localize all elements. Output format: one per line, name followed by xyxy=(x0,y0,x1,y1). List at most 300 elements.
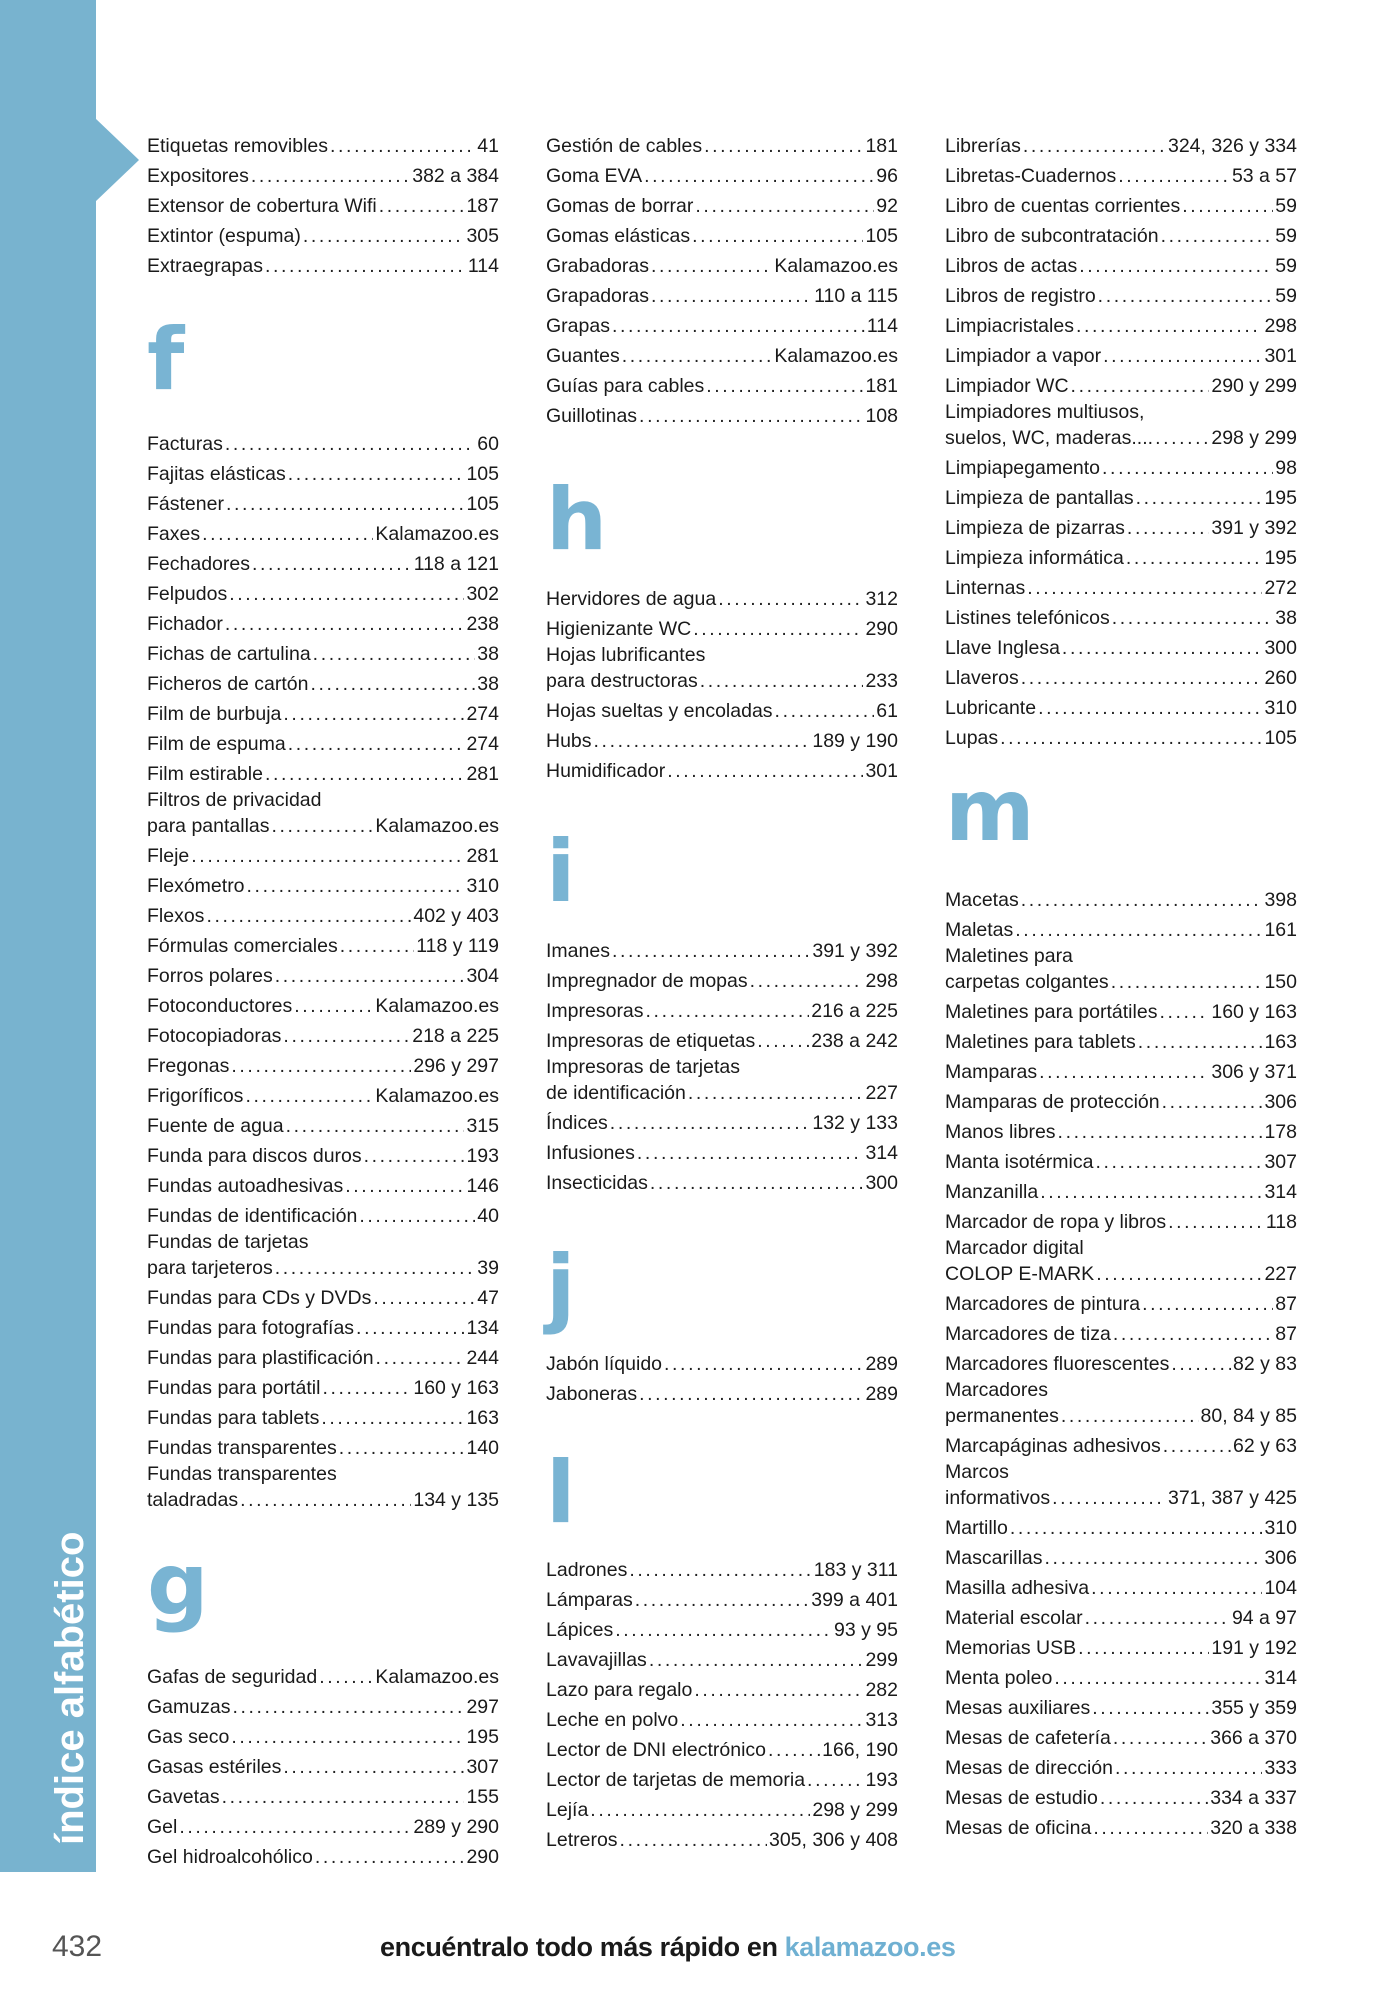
entry-page-ref: 399 a 401 xyxy=(811,1589,898,1611)
entry-line xyxy=(147,1662,499,1692)
index-entry[interactable] xyxy=(945,311,1297,341)
index-entry[interactable] xyxy=(945,1147,1297,1177)
index-entry[interactable] xyxy=(945,341,1297,371)
index-entry[interactable] xyxy=(147,991,499,1021)
entry-name: Fichas de cartulina xyxy=(147,643,311,665)
entry-name: Filtros de privacidad xyxy=(147,789,322,811)
dot-leader xyxy=(768,1735,820,1765)
entry-page-ref: 47 xyxy=(477,1287,499,1309)
entry-page-ref: 312 xyxy=(865,588,898,610)
entry-page-ref: 38 xyxy=(477,643,499,665)
index-entry[interactable] xyxy=(147,1313,499,1343)
entry-name: Hubs xyxy=(546,730,592,752)
dot-leader xyxy=(693,614,863,644)
entry-name: Impregnador de mopas xyxy=(546,970,748,992)
dot-leader xyxy=(1079,251,1273,281)
index-entry[interactable] xyxy=(945,1319,1297,1349)
entry-line xyxy=(147,1051,499,1081)
index-entry[interactable] xyxy=(945,1027,1297,1057)
entry-page-ref: 183 y 311 xyxy=(813,1559,898,1581)
index-column xyxy=(546,0,898,1900)
entry-line xyxy=(945,341,1297,371)
index-entry[interactable] xyxy=(147,221,499,251)
index-entry[interactable] xyxy=(546,936,898,966)
entry-page-ref: 290 xyxy=(865,618,898,640)
index-entry[interactable] xyxy=(147,1842,499,1872)
index-entry[interactable] xyxy=(945,513,1297,543)
index-entry[interactable] xyxy=(546,1026,898,1056)
entry-line xyxy=(945,1147,1297,1177)
index-entry[interactable] xyxy=(945,1087,1297,1117)
dot-leader xyxy=(1010,1513,1263,1543)
index-entry[interactable] xyxy=(147,251,499,281)
index-entry[interactable] xyxy=(546,1705,898,1735)
index-entry[interactable] xyxy=(945,1237,1297,1289)
entry-line xyxy=(546,996,898,1026)
entry-name: Libros de registro xyxy=(945,285,1096,307)
index-entry[interactable] xyxy=(945,1573,1297,1603)
entry-line xyxy=(546,1795,898,1825)
index-entry[interactable] xyxy=(945,1379,1297,1431)
entry-name: Lector de DNI electrónico xyxy=(546,1739,767,1761)
index-entry[interactable] xyxy=(147,1231,499,1283)
entry-line xyxy=(147,1171,499,1201)
letter-heading: h xyxy=(546,470,608,570)
dot-leader xyxy=(303,221,465,251)
index-entry[interactable] xyxy=(945,1753,1297,1783)
index-entry[interactable] xyxy=(945,1513,1297,1543)
entry-name: Libretas-Cuadernos xyxy=(945,165,1117,187)
dot-leader xyxy=(718,584,863,614)
index-entry[interactable] xyxy=(945,1207,1297,1237)
index-entry[interactable] xyxy=(147,1343,499,1373)
entry-list xyxy=(147,1662,499,1872)
index-entry[interactable] xyxy=(147,1283,499,1313)
entry-line xyxy=(945,1483,1297,1513)
dot-leader xyxy=(379,191,465,221)
index-entry[interactable] xyxy=(147,1662,499,1692)
dot-leader xyxy=(750,966,864,996)
index-entry[interactable] xyxy=(147,1403,499,1433)
index-entry[interactable] xyxy=(546,1349,898,1379)
entry-name: Manta isotérmica xyxy=(945,1151,1094,1173)
entry-name: Etiquetas removibles xyxy=(147,135,329,157)
index-entry[interactable] xyxy=(147,579,499,609)
index-entry[interactable] xyxy=(147,699,499,729)
index-entry[interactable] xyxy=(546,1168,898,1198)
entry-name: Fajitas elásticas xyxy=(147,463,286,485)
index-entry[interactable] xyxy=(546,614,898,644)
entry-name: de identificación xyxy=(546,1082,686,1104)
index-entry[interactable] xyxy=(546,996,898,1026)
dot-leader xyxy=(232,1692,464,1722)
index-entry[interactable] xyxy=(945,1431,1297,1461)
entry-page-ref: 193 xyxy=(865,1769,898,1791)
index-entry[interactable] xyxy=(945,221,1297,251)
entry-name: Extensor de cobertura Wifi xyxy=(147,195,377,217)
entry-page-ref: 314 xyxy=(865,1142,898,1164)
entry-line xyxy=(546,311,898,341)
dot-leader xyxy=(286,1111,465,1141)
index-entry[interactable] xyxy=(546,311,898,341)
index-entry[interactable] xyxy=(945,693,1297,723)
entry-page-ref: 53 a 57 xyxy=(1231,165,1297,187)
index-entry[interactable] xyxy=(147,1373,499,1403)
index-entry[interactable] xyxy=(147,1722,499,1752)
entry-name: carpetas colgantes xyxy=(945,971,1109,993)
index-entry[interactable] xyxy=(147,1433,499,1463)
index-entry[interactable] xyxy=(546,131,898,161)
entry-name: Mesas de oficina xyxy=(945,1817,1092,1839)
entry-line xyxy=(147,1692,499,1722)
dot-leader xyxy=(1115,1753,1262,1783)
dot-leader xyxy=(1095,1147,1262,1177)
index-entry[interactable] xyxy=(147,639,499,669)
dot-leader xyxy=(775,696,875,726)
entry-name: Gel xyxy=(147,1816,178,1838)
dot-leader xyxy=(1093,1813,1208,1843)
index-entry[interactable] xyxy=(945,573,1297,603)
entry-page-ref: 92 xyxy=(876,195,898,217)
entry-line xyxy=(546,1379,898,1409)
entry-name: Fundas para plastificación xyxy=(147,1347,374,1369)
entry-page-ref: 96 xyxy=(876,165,898,187)
entry-line xyxy=(147,1081,499,1111)
letter-heading: j xyxy=(546,1237,576,1337)
index-entry[interactable] xyxy=(546,1645,898,1675)
index-entry[interactable] xyxy=(147,1752,499,1782)
index-entry[interactable] xyxy=(147,901,499,931)
entry-name: Ladrones xyxy=(546,1559,628,1581)
index-entry[interactable] xyxy=(147,1692,499,1722)
dot-leader xyxy=(283,1021,410,1051)
entry-page-ref: 140 xyxy=(466,1437,499,1459)
index-entry[interactable] xyxy=(546,161,898,191)
entry-line xyxy=(546,341,898,371)
entry-page-ref: 306 xyxy=(1264,1091,1297,1113)
index-entry[interactable] xyxy=(945,401,1297,453)
dot-leader xyxy=(620,1825,767,1855)
entry-line xyxy=(945,1543,1297,1573)
dot-leader xyxy=(1163,1431,1231,1461)
entry-page-ref: 366 a 370 xyxy=(1210,1727,1297,1749)
entry-name: Higienizante WC xyxy=(546,618,692,640)
entry-line xyxy=(147,961,499,991)
index-entry[interactable] xyxy=(546,584,898,614)
index-entry[interactable] xyxy=(147,789,499,841)
index-entry[interactable] xyxy=(147,161,499,191)
index-entry[interactable] xyxy=(546,341,898,371)
index-entry[interactable] xyxy=(546,756,898,786)
index-entry[interactable] xyxy=(546,1379,898,1409)
entry-name: Lejía xyxy=(546,1799,589,1821)
index-entry[interactable] xyxy=(945,633,1297,663)
entry-page-ref: 315 xyxy=(466,1115,499,1137)
entry-line xyxy=(147,459,499,489)
index-entry[interactable] xyxy=(147,429,499,459)
index-entry[interactable] xyxy=(147,729,499,759)
entry-page-ref: 274 xyxy=(466,703,499,725)
index-entry[interactable] xyxy=(945,281,1297,311)
entry-name: Grapadoras xyxy=(546,285,649,307)
entry-line xyxy=(147,901,499,931)
entry-page-ref: 313 xyxy=(865,1709,898,1731)
index-entry[interactable] xyxy=(147,1171,499,1201)
entry-line xyxy=(147,1403,499,1433)
website-link[interactable]: kalamazoo.es xyxy=(784,1932,956,1962)
entry-line xyxy=(147,519,499,549)
index-entry[interactable] xyxy=(945,1543,1297,1573)
index-entry[interactable] xyxy=(945,1117,1297,1147)
index-entry[interactable] xyxy=(945,915,1297,945)
index-entry[interactable] xyxy=(945,1813,1297,1843)
index-entry[interactable] xyxy=(147,131,499,161)
index-entry[interactable] xyxy=(945,1289,1297,1319)
dot-leader xyxy=(345,1171,464,1201)
index-entry[interactable] xyxy=(945,1603,1297,1633)
entry-name: Lazo para regalo xyxy=(546,1679,693,1701)
dot-leader xyxy=(1103,341,1262,371)
dot-leader xyxy=(1027,573,1262,603)
entry-line xyxy=(945,1603,1297,1633)
entry-line xyxy=(945,453,1297,483)
entry-name: Material escolar xyxy=(945,1607,1083,1629)
entry-line xyxy=(945,663,1297,693)
index-entry[interactable] xyxy=(147,1463,499,1515)
entry-line xyxy=(945,1087,1297,1117)
index-entry[interactable] xyxy=(147,1051,499,1081)
entry-line xyxy=(147,1722,499,1752)
index-entry[interactable] xyxy=(546,1555,898,1585)
index-entry[interactable] xyxy=(546,191,898,221)
entry-name: Flexómetro xyxy=(147,875,245,897)
dot-leader xyxy=(651,251,772,281)
index-entry[interactable] xyxy=(546,1795,898,1825)
entry-page-ref: 94 a 97 xyxy=(1231,1607,1297,1629)
entry-line xyxy=(546,161,898,191)
entry-name: Guantes xyxy=(546,345,620,367)
index-entry[interactable] xyxy=(945,603,1297,633)
entry-page-ref: 238 a 242 xyxy=(811,1030,898,1052)
index-entry[interactable] xyxy=(945,483,1297,513)
dot-leader xyxy=(1071,371,1210,401)
entry-line xyxy=(945,191,1297,221)
entry-line xyxy=(945,1573,1297,1603)
entry-page-ref: 178 xyxy=(1264,1121,1297,1143)
index-entry[interactable] xyxy=(945,663,1297,693)
entry-page-ref: 195 xyxy=(1264,487,1297,509)
index-entry[interactable] xyxy=(945,885,1297,915)
entry-line xyxy=(546,1645,898,1675)
index-entry[interactable] xyxy=(945,371,1297,401)
index-entry[interactable] xyxy=(147,1812,499,1842)
entry-page-ref: 310 xyxy=(1264,697,1297,719)
index-entry[interactable] xyxy=(546,371,898,401)
dot-leader xyxy=(680,1705,863,1735)
tagline-text: encuéntralo todo más rápido en xyxy=(380,1932,785,1962)
index-entry[interactable] xyxy=(147,1201,499,1231)
index-entry[interactable] xyxy=(546,1765,898,1795)
entry-line xyxy=(147,699,499,729)
entry-line xyxy=(945,1431,1297,1461)
dot-leader xyxy=(1023,131,1166,161)
index-entry[interactable] xyxy=(147,1782,499,1812)
dot-leader xyxy=(245,1081,373,1111)
index-entry[interactable] xyxy=(147,519,499,549)
index-entry[interactable] xyxy=(546,1108,898,1138)
dot-leader xyxy=(1161,221,1274,251)
index-entry[interactable] xyxy=(546,1056,898,1108)
entry-line xyxy=(147,1373,499,1403)
entry-name: Limpiadores multiusos, xyxy=(945,401,1145,423)
index-entry[interactable] xyxy=(546,251,898,281)
entry-page-ref: 310 xyxy=(466,875,499,897)
index-entry[interactable] xyxy=(945,453,1297,483)
index-entry[interactable] xyxy=(945,251,1297,281)
entry-page-ref: 62 y 63 xyxy=(1233,1435,1297,1457)
entry-name: Flexos xyxy=(147,905,205,927)
entry-line xyxy=(546,1825,898,1855)
entry-page-ref: 320 a 338 xyxy=(1210,1817,1297,1839)
entry-line xyxy=(546,1026,898,1056)
index-entry[interactable] xyxy=(147,1111,499,1141)
index-entry[interactable] xyxy=(945,1177,1297,1207)
entry-name: Goma EVA xyxy=(546,165,643,187)
index-entry[interactable] xyxy=(546,726,898,756)
entry-name: Fundas para fotografías xyxy=(147,1317,355,1339)
entry-page-ref: 60 xyxy=(477,433,499,455)
dot-leader xyxy=(1155,423,1209,453)
entry-page-ref: 39 xyxy=(477,1257,499,1279)
entry-page-ref: 289 y 290 xyxy=(413,1816,499,1838)
dot-leader xyxy=(704,131,863,161)
index-entry[interactable] xyxy=(546,281,898,311)
index-entry[interactable] xyxy=(147,459,499,489)
entry-line xyxy=(945,1349,1297,1379)
index-entry[interactable] xyxy=(546,1735,898,1765)
index-entry[interactable] xyxy=(546,1138,898,1168)
entry-name: Gafas de seguridad xyxy=(147,1666,318,1688)
index-entry[interactable] xyxy=(945,191,1297,221)
index-entry[interactable] xyxy=(546,696,898,726)
index-entry[interactable] xyxy=(945,1663,1297,1693)
dot-leader xyxy=(1127,513,1209,543)
index-entry[interactable] xyxy=(945,1633,1297,1663)
entry-page-ref: 305, 306 y 408 xyxy=(768,1829,898,1851)
entry-line xyxy=(945,723,1297,753)
index-entry[interactable] xyxy=(546,1675,898,1705)
index-entry[interactable] xyxy=(147,549,499,579)
entry-page-ref: 307 xyxy=(1264,1151,1297,1173)
index-entry[interactable] xyxy=(147,931,499,961)
dot-leader xyxy=(191,841,464,871)
dot-leader xyxy=(1021,885,1263,915)
index-entry[interactable] xyxy=(945,161,1297,191)
entry-line xyxy=(546,191,898,221)
entry-line xyxy=(546,1675,898,1705)
entry-line xyxy=(546,1168,898,1198)
entry-page-ref: 163 xyxy=(466,1407,499,1429)
index-entry[interactable] xyxy=(546,966,898,996)
entry-line xyxy=(147,1812,499,1842)
index-entry[interactable] xyxy=(147,841,499,871)
entry-page-ref: 281 xyxy=(466,845,499,867)
index-entry[interactable] xyxy=(945,543,1297,573)
index-entry[interactable] xyxy=(546,221,898,251)
index-entry[interactable] xyxy=(147,489,499,519)
index-entry[interactable] xyxy=(945,997,1297,1027)
entry-line xyxy=(546,1138,898,1168)
entry-line xyxy=(945,1319,1297,1349)
index-entry[interactable] xyxy=(546,1585,898,1615)
index-entry[interactable] xyxy=(945,1723,1297,1753)
entry-name: Gavetas xyxy=(147,1786,220,1808)
index-entry[interactable] xyxy=(147,1021,499,1051)
index-entry[interactable] xyxy=(546,1615,898,1645)
entry-name: Jaboneras xyxy=(546,1383,638,1405)
index-entry[interactable] xyxy=(147,1081,499,1111)
entry-name: Gestión de cables xyxy=(546,135,703,157)
index-entry[interactable] xyxy=(945,1057,1297,1087)
entry-page-ref: 59 xyxy=(1275,285,1297,307)
index-entry[interactable] xyxy=(945,1783,1297,1813)
dot-leader xyxy=(1102,453,1273,483)
entry-name: Fundas autoadhesivas xyxy=(147,1175,344,1197)
entry-name: para destructoras xyxy=(546,670,698,692)
index-entry[interactable] xyxy=(945,945,1297,997)
index-entry[interactable] xyxy=(546,1825,898,1855)
index-entry[interactable] xyxy=(945,723,1297,753)
entry-page-ref: 300 xyxy=(1264,637,1297,659)
entry-line xyxy=(945,1259,1297,1289)
index-entry[interactable] xyxy=(147,191,499,221)
entry-name: Jabón líquido xyxy=(546,1353,663,1375)
entry-page-ref: 306 y 371 xyxy=(1211,1061,1297,1083)
index-entry[interactable] xyxy=(147,609,499,639)
dot-leader xyxy=(757,1026,809,1056)
index-entry[interactable] xyxy=(546,401,898,431)
entry-list xyxy=(546,131,898,431)
dot-leader xyxy=(807,1765,863,1795)
entry-line xyxy=(945,633,1297,663)
index-entry[interactable] xyxy=(147,759,499,789)
entry-name: Llaveros xyxy=(945,667,1019,689)
index-entry[interactable] xyxy=(546,644,898,696)
dot-leader xyxy=(202,519,373,549)
dot-leader xyxy=(639,401,863,431)
index-entry[interactable] xyxy=(147,1141,499,1171)
index-entry[interactable] xyxy=(945,1349,1297,1379)
index-entry[interactable] xyxy=(945,131,1297,161)
index-entry[interactable] xyxy=(945,1461,1297,1513)
dot-leader xyxy=(340,931,415,961)
entry-name: Limpiapegamento xyxy=(945,457,1101,479)
entry-page-ref: 118 xyxy=(1265,1211,1297,1233)
index-entry[interactable] xyxy=(147,961,499,991)
entry-list xyxy=(945,131,1297,753)
index-entry[interactable] xyxy=(945,1693,1297,1723)
entry-line xyxy=(945,281,1297,311)
entry-name: Fuente de agua xyxy=(147,1115,284,1137)
entry-name: Fichador xyxy=(147,613,223,635)
entry-page-ref: 290 xyxy=(466,1846,499,1868)
entry-name: Masilla adhesiva xyxy=(945,1577,1090,1599)
index-entry[interactable] xyxy=(147,871,499,901)
dot-leader xyxy=(322,1373,411,1403)
index-entry[interactable] xyxy=(147,669,499,699)
footer-tagline xyxy=(380,1932,955,1963)
dot-leader xyxy=(275,961,465,991)
